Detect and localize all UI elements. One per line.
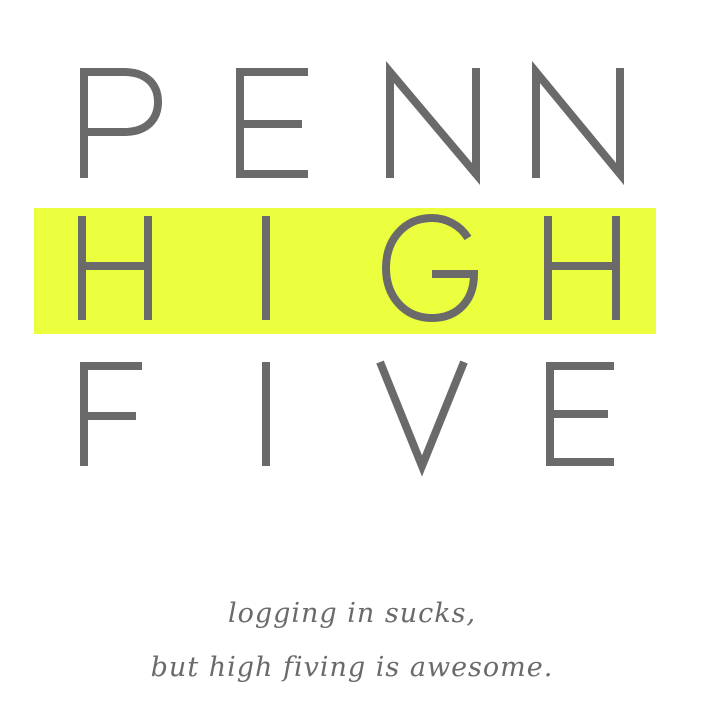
letter-e [546,362,656,472]
letter-i [262,216,372,326]
letter-i [262,362,372,472]
letter-p [80,68,190,178]
logo-line-penn-text [0,68,1,69]
letter-h [544,216,654,326]
letter-h [78,216,188,326]
logo-line-five-text [0,362,1,363]
tagline-line-1: logging in sucks, [227,598,477,629]
letter-g [382,216,492,326]
letter-e [236,68,346,178]
logo-line-five [0,362,704,472]
letter-n [532,68,642,178]
letter-f [80,362,190,472]
logo-line-penn [0,68,704,178]
logo-line-high [0,216,704,326]
tagline-line-2: but high fiving is awesome. [150,652,554,683]
logo-line-high-text [0,216,1,217]
letter-v [378,362,488,472]
letter-n [386,68,496,178]
